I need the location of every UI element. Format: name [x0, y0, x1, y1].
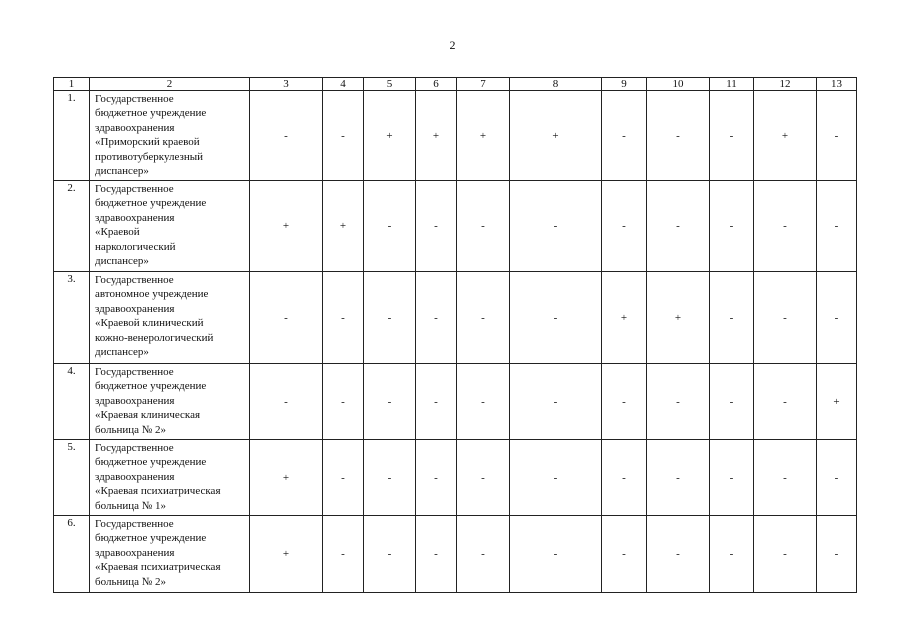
mark-cell: -	[250, 272, 323, 364]
table-row	[54, 516, 857, 593]
column-header: 6	[416, 78, 457, 91]
mark-cell: -	[416, 181, 457, 272]
mark-cell: -	[323, 440, 364, 516]
mark-cell: +	[323, 181, 364, 272]
row-number: 1.	[54, 91, 90, 181]
mark-cell: -	[710, 364, 754, 440]
mark-cell: +	[416, 91, 457, 181]
institution-name: Государственное автономное учреждение здравоохранения «Краевой клинический кожно-венерологический диспансер»	[90, 272, 250, 364]
mark-cell: -	[817, 91, 857, 181]
mark-cell: -	[510, 440, 602, 516]
mark-cell: -	[457, 364, 510, 440]
mark-cell: -	[364, 272, 416, 364]
mark-cell: -	[710, 91, 754, 181]
mark-cell: +	[250, 181, 323, 272]
mark-cell: +	[754, 91, 817, 181]
mark-cell: -	[250, 364, 323, 440]
mark-cell: +	[510, 91, 602, 181]
column-header: 12	[754, 78, 817, 91]
column-header: 10	[647, 78, 710, 91]
institution-name: Государственное бюджетное учреждение здравоохранения «Краевой наркологический диспансер»	[90, 181, 250, 272]
mark-cell: -	[510, 516, 602, 593]
mark-cell: -	[602, 91, 647, 181]
column-header: 2	[90, 78, 250, 91]
mark-cell: +	[817, 364, 857, 440]
mark-cell: -	[602, 364, 647, 440]
mark-cell: -	[754, 272, 817, 364]
mark-cell: -	[647, 364, 710, 440]
mark-cell: -	[457, 516, 510, 593]
mark-cell: +	[602, 272, 647, 364]
column-header: 5	[364, 78, 416, 91]
table-row	[54, 364, 857, 440]
mark-cell: +	[647, 272, 710, 364]
mark-cell: -	[647, 91, 710, 181]
mark-cell: -	[817, 181, 857, 272]
mark-cell: -	[416, 364, 457, 440]
mark-cell: -	[602, 516, 647, 593]
mark-cell: -	[710, 181, 754, 272]
mark-cell: -	[754, 181, 817, 272]
institution-name: Государственное бюджетное учреждение здравоохранения «Краевая психиатрическая больница № 1»	[90, 440, 250, 516]
row-number: 4.	[54, 364, 90, 440]
mark-cell: -	[754, 440, 817, 516]
column-header: 1	[54, 78, 90, 91]
mark-cell: -	[817, 516, 857, 593]
table-row	[54, 272, 857, 364]
mark-cell: -	[364, 364, 416, 440]
mark-cell: -	[364, 516, 416, 593]
mark-cell: -	[602, 181, 647, 272]
mark-cell: -	[510, 364, 602, 440]
column-header: 7	[457, 78, 510, 91]
mark-cell: -	[323, 272, 364, 364]
mark-cell: -	[710, 440, 754, 516]
column-header: 3	[250, 78, 323, 91]
column-header: 8	[510, 78, 602, 91]
mark-cell: +	[250, 440, 323, 516]
mark-cell: -	[817, 440, 857, 516]
column-header: 11	[710, 78, 754, 91]
mark-cell: -	[754, 516, 817, 593]
row-number: 3.	[54, 272, 90, 364]
mark-cell: -	[817, 272, 857, 364]
mark-cell: -	[457, 272, 510, 364]
mark-cell: -	[323, 91, 364, 181]
mark-cell: -	[647, 181, 710, 272]
mark-cell: -	[647, 440, 710, 516]
mark-cell: -	[647, 516, 710, 593]
mark-cell: -	[510, 272, 602, 364]
row-number: 5.	[54, 440, 90, 516]
mark-cell: -	[457, 181, 510, 272]
mark-cell: -	[364, 440, 416, 516]
mark-cell: -	[416, 440, 457, 516]
institution-name: Государственное бюджетное учреждение здравоохранения «Краевая клиническая больница № 2»	[90, 364, 250, 440]
mark-cell: -	[416, 272, 457, 364]
table-row	[54, 440, 857, 516]
institution-name: Государственное бюджетное учреждение здравоохранения «Приморский краевой противотуберкулезный диспансер»	[90, 91, 250, 181]
mark-cell: -	[323, 516, 364, 593]
header-row	[54, 78, 857, 91]
column-header: 4	[323, 78, 364, 91]
mark-cell: -	[710, 516, 754, 593]
mark-cell: -	[323, 364, 364, 440]
mark-cell: +	[250, 516, 323, 593]
mark-cell: -	[754, 364, 817, 440]
column-header: 9	[602, 78, 647, 91]
table-row	[54, 91, 857, 181]
institutions-table	[53, 77, 857, 593]
mark-cell: +	[457, 91, 510, 181]
mark-cell: +	[364, 91, 416, 181]
row-number: 2.	[54, 181, 90, 272]
mark-cell: -	[602, 440, 647, 516]
page-number: 2	[449, 38, 456, 52]
institution-name: Государственное бюджетное учреждение здравоохранения «Краевая психиатрическая больница № 2»	[90, 516, 250, 593]
mark-cell: -	[457, 440, 510, 516]
row-number: 6.	[54, 516, 90, 593]
table-row	[54, 181, 857, 272]
mark-cell: -	[710, 272, 754, 364]
mark-cell: -	[364, 181, 416, 272]
mark-cell: -	[510, 181, 602, 272]
mark-cell: -	[250, 91, 323, 181]
column-header: 13	[817, 78, 857, 91]
mark-cell: -	[416, 516, 457, 593]
